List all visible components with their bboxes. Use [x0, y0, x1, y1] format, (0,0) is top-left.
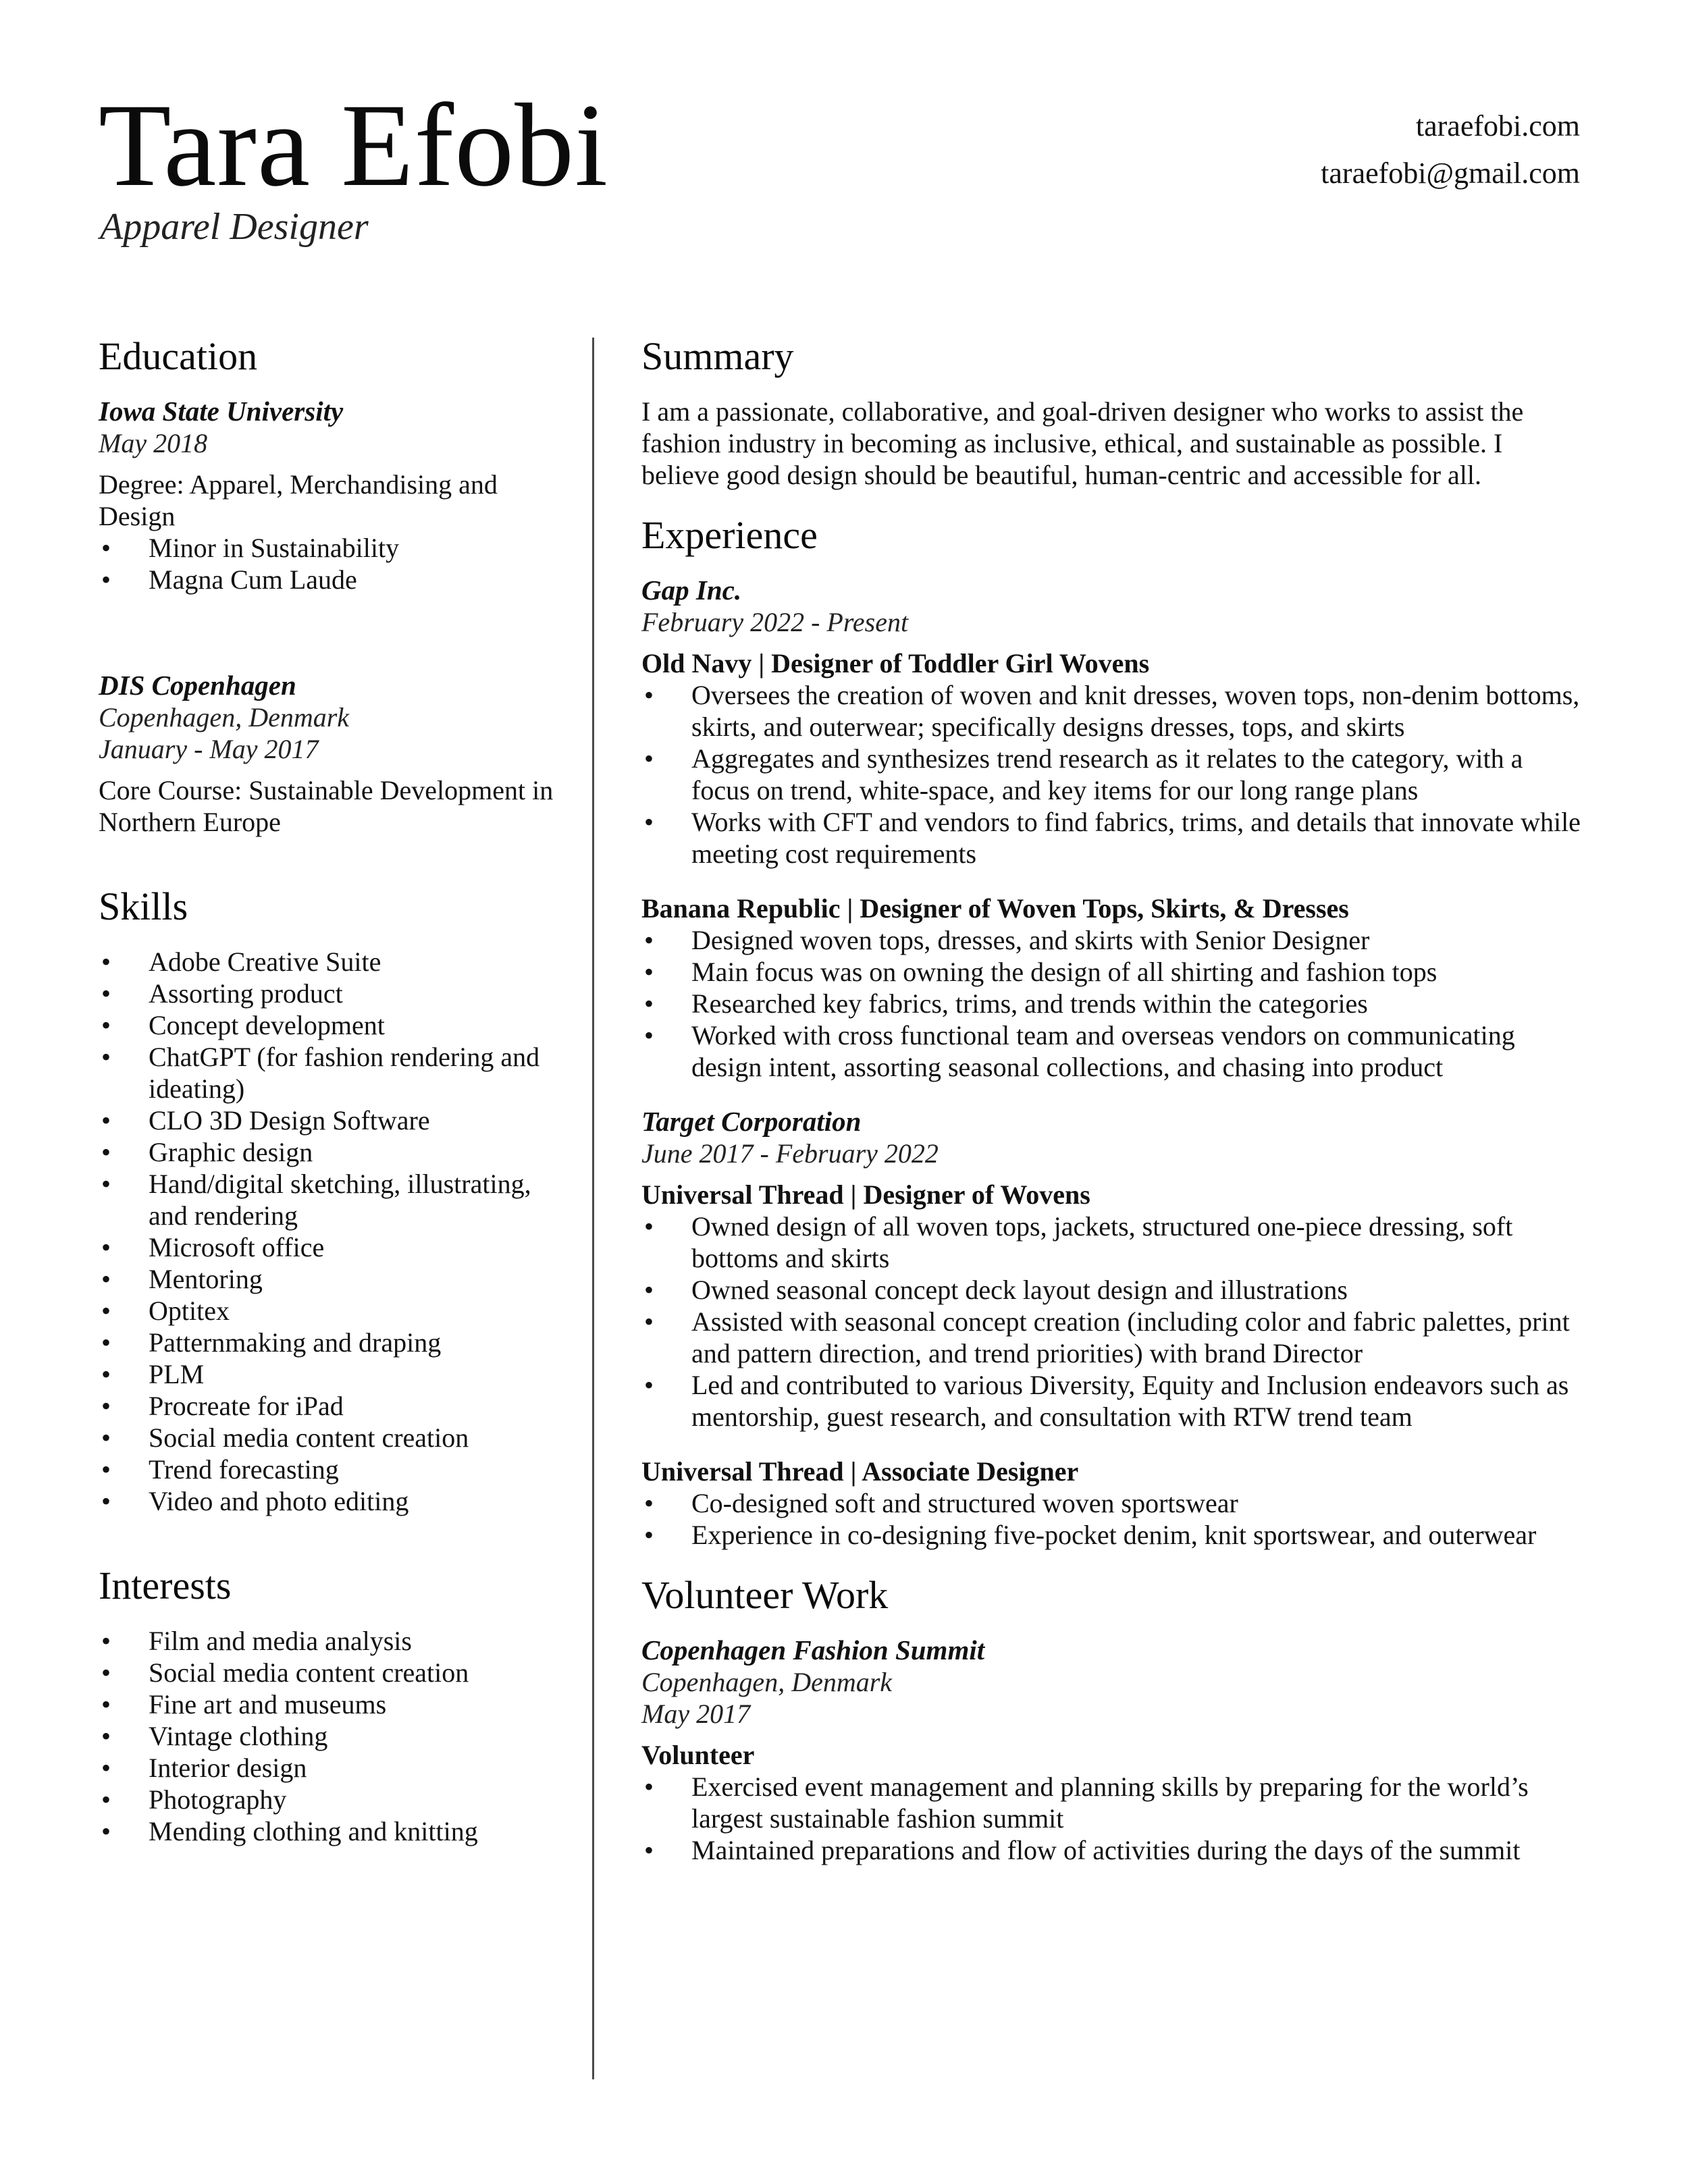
list-item: • CLO 3D Design Software	[101, 1105, 430, 1136]
list-item: • Researched key fabrics, trims, and trends within the categories	[644, 988, 1368, 1019]
list-item: • Trend forecasting	[101, 1454, 339, 1485]
summary-text: I am a passionate, collaborative, and goal-driven designer who works to assist the fashion industry in becoming as inclusive, ethical, and sustainable as possible. I believe good design should be beautiful, human-centric and accessible for all.	[641, 396, 1524, 490]
list-item: • Owned seasonal concept deck layout design and illustrations	[644, 1275, 1348, 1305]
list-item: • Concept development	[101, 1010, 385, 1040]
list-item: • Photography	[101, 1784, 287, 1815]
bullet-icon: •	[644, 1772, 654, 1802]
list-item: • Designed woven tops, dresses, and skirts with Senior Designer	[644, 925, 1370, 955]
list-item: • Worked with cross functional team and overseas vendors on communicating design intent, assorting seasonal collections, and chasing into product	[644, 1020, 1515, 1082]
company-dates: February 2022 - Present	[641, 607, 909, 637]
bullet-icon: •	[644, 1275, 654, 1305]
list-item: • Experience in co-designing five-pocket denim, knit sportswear, and outerwear	[644, 1520, 1537, 1550]
bullet-icon: •	[644, 925, 654, 955]
bullet-icon: •	[101, 1626, 111, 1656]
bullet-icon: •	[644, 807, 654, 837]
volunteer-dates: May 2017	[641, 1699, 751, 1729]
bullet-icon: •	[101, 1042, 111, 1072]
bullet-icon: •	[101, 1105, 111, 1136]
list-item: • Mending clothing and knitting	[101, 1816, 478, 1846]
school-name: DIS Copenhagen	[99, 670, 296, 701]
interests-section	[99, 1564, 564, 1847]
education-bullets	[99, 532, 564, 595]
bullet-icon: •	[644, 1306, 654, 1337]
bullet-icon: •	[101, 978, 111, 1009]
role-title: Banana Republic | Designer of Woven Tops, Skirts, & Dresses	[641, 893, 1349, 924]
list-item: • Owned design of all woven tops, jackets, structured one-piece dressing, soft bottoms and skirts	[644, 1211, 1513, 1273]
role-bullets	[641, 1487, 1587, 1551]
bullet-icon: •	[101, 1327, 111, 1358]
role-title: Universal Thread | Designer of Wovens	[641, 1179, 1090, 1210]
bullet-icon: •	[101, 1721, 111, 1751]
list-item: • Microsoft office	[101, 1232, 325, 1262]
bullet-icon: •	[644, 1835, 654, 1865]
list-item: • Works with CFT and vendors to find fabrics, trims, and details that innovate while meeting cost requirements	[644, 807, 1581, 869]
list-item: • Hand/digital sketching, illustrating, and rendering	[101, 1169, 531, 1231]
list-item: • Patternmaking and draping	[101, 1327, 442, 1358]
interests-heading: Interests	[99, 1564, 232, 1607]
bullet-icon: •	[101, 947, 111, 977]
bullet-icon: •	[101, 1169, 111, 1199]
left-column	[99, 335, 564, 1847]
bullet-icon: •	[101, 1689, 111, 1720]
bullet-icon: •	[101, 1657, 111, 1688]
list-item: • Social media content creation	[101, 1657, 469, 1688]
experience-section	[641, 514, 1587, 1551]
company-name: Target Corporation	[641, 1106, 862, 1137]
bullet-icon: •	[101, 564, 111, 595]
school-dates: January - May 2017	[99, 734, 319, 764]
list-item: • Minor in Sustainability	[101, 533, 400, 563]
skills-section	[99, 885, 564, 1517]
contact-block	[1321, 103, 1580, 197]
bullet-icon: •	[101, 1486, 111, 1516]
bullet-icon: •	[644, 743, 654, 774]
list-item: • Mentoring	[101, 1264, 263, 1294]
list-item: • Maintained preparations and flow of activities during the days of the summit	[644, 1835, 1521, 1865]
list-item: • PLM	[101, 1359, 205, 1389]
volunteer-location: Copenhagen, Denmark	[641, 1667, 893, 1697]
list-item: • Aggregates and synthesizes trend research as it relates to the category, with a focus on trend, white-space, and key items for our long range plans	[644, 743, 1523, 805]
candidate-role: Apparel Designer	[100, 206, 369, 248]
volunteer-bullets	[641, 1771, 1587, 1866]
role-title: Universal Thread | Associate Designer	[641, 1456, 1079, 1487]
role-bullets	[641, 924, 1587, 1083]
school-name: Iowa State University	[99, 396, 344, 427]
volunteer-section	[641, 1574, 1587, 1866]
role-title: Old Navy | Designer of Toddler Girl Wovens	[641, 648, 1150, 678]
degree-text: Degree: Apparel, Merchandising and Design	[99, 469, 498, 531]
list-item: • Vintage clothing	[101, 1721, 328, 1751]
bullet-icon: •	[644, 1020, 654, 1050]
list-item: • Procreate for iPad	[101, 1391, 344, 1421]
volunteer-title: Volunteer	[641, 1740, 755, 1770]
list-item: • Adobe Creative Suite	[101, 947, 381, 977]
bullet-icon: •	[644, 1488, 654, 1518]
bullet-icon: •	[101, 1296, 111, 1326]
list-item: • Main focus was on owning the design of all shirting and fashion tops	[644, 957, 1438, 987]
course-text: Core Course: Sustainable Development in Northern Europe	[99, 775, 554, 837]
bullet-icon: •	[101, 1010, 111, 1040]
list-item: • Co-designed soft and structured woven sportswear	[644, 1488, 1238, 1518]
skills-heading: Skills	[99, 884, 188, 928]
volunteer-heading: Volunteer Work	[641, 1573, 889, 1617]
bullet-icon: •	[101, 1137, 111, 1167]
bullet-icon: •	[101, 1454, 111, 1485]
bullet-icon: •	[101, 1753, 111, 1783]
role-bullets	[641, 1210, 1587, 1433]
bullet-icon: •	[644, 1211, 654, 1242]
list-item: • Optitex	[101, 1296, 230, 1326]
bullet-icon: •	[644, 1520, 654, 1550]
list-item: • Oversees the creation of woven and knit dresses, woven tops, non-denim bottoms, skirts, and outerwear; specifically designs dresses, tops, and skirts	[644, 680, 1580, 742]
experience-heading: Experience	[641, 513, 818, 557]
bullet-icon: •	[101, 1816, 111, 1846]
education-heading: Education	[99, 334, 258, 378]
company-dates: June 2017 - February 2022	[641, 1138, 939, 1169]
summary-section	[641, 335, 1587, 491]
bullet-icon: •	[101, 1359, 111, 1389]
bullet-icon: •	[101, 1422, 111, 1453]
candidate-name: Tara Efobi	[99, 80, 609, 211]
list-item: • Social media content creation	[101, 1422, 469, 1453]
company-name: Gap Inc.	[641, 575, 742, 606]
bullet-icon: •	[101, 1784, 111, 1815]
list-item: • Interior design	[101, 1753, 307, 1783]
list-item: • Led and contributed to various Diversity, Equity and Inclusion endeavors such as mentorship, guest research, and consultation with RTW trend team	[644, 1370, 1569, 1432]
list-item: • Magna Cum Laude	[101, 564, 357, 595]
bullet-icon: •	[644, 680, 654, 710]
list-item: • ChatGPT (for fashion rendering and ideating)	[101, 1042, 540, 1104]
bullet-icon: •	[644, 1370, 654, 1400]
bullet-icon: •	[101, 533, 111, 563]
school-location: Copenhagen, Denmark	[99, 702, 350, 733]
summary-heading: Summary	[641, 334, 794, 378]
bullet-icon: •	[644, 957, 654, 987]
bullet-icon: •	[101, 1232, 111, 1262]
list-item: • Video and photo editing	[101, 1486, 409, 1516]
bullet-icon: •	[644, 988, 654, 1019]
bullet-icon: •	[101, 1391, 111, 1421]
education-section	[99, 335, 564, 838]
list-item: • Film and media analysis	[101, 1626, 412, 1656]
volunteer-org: Copenhagen Fashion Summit	[641, 1634, 985, 1666]
right-column	[641, 335, 1587, 1866]
role-bullets	[641, 679, 1587, 870]
list-item: • Fine art and museums	[101, 1689, 387, 1720]
list-item: • Assorting product	[101, 978, 343, 1009]
list-item: • Assisted with seasonal concept creation (including color and fabric palettes, print and pattern direction, and trend priorities) with brand Director	[644, 1306, 1570, 1368]
column-divider	[592, 338, 594, 2079]
list-item: • Graphic design	[101, 1137, 313, 1167]
website-link[interactable]: taraefobi.com	[1415, 109, 1580, 142]
bullet-icon: •	[101, 1264, 111, 1294]
email-link[interactable]: taraefobi@gmail.com	[1321, 157, 1580, 190]
school-dates: May 2018	[99, 428, 208, 458]
list-item: • Exercised event management and planning skills by preparing for the world’s largest sustainable fashion summit	[644, 1772, 1529, 1834]
skills-list	[99, 946, 564, 1517]
interests-list	[99, 1625, 564, 1847]
